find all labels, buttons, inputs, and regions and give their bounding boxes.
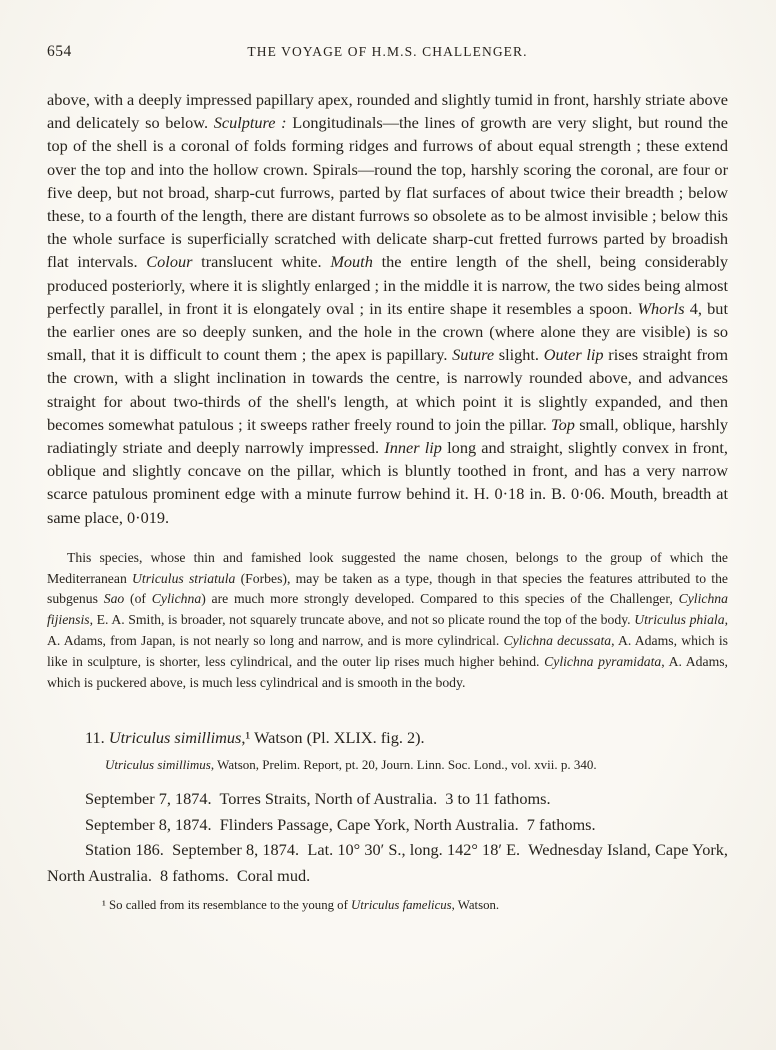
species-heading: 11. Utriculus simillimus,¹ Watson (Pl. XLIX. fig. 2). [85,728,425,748]
remarks-paragraph: This species, whose thin and famished look suggested the name chosen, belongs to the group of which the Mediterranean Utriculus striatula (Forbes), may be taken as a type, though in that species the features attributed to the subgenus Sao (of Cylichna) are much more strongly developed. Compared to this species of the Challenger, Cylichna fijiensis, E. A. Smith, is broader, not squarely truncate above, and not so plicate round the top of the body. Utriculus phiala, A. Adams, from Japan, is not nearly so long and narrow, and is more cylindrical. Cylichna decussata, A. Adams, which is like in sculpture, is shorter, less cylindrical, and the outer lip rises much higher behind. Cylichna pyramidata, A. Adams, which is puckered above, is much less cylindrical and is smooth in the body. [47,549,728,690]
station-records [47,786,733,888]
record-line: September 7, 1874. Torres Straits, North of Australia. 3 to 11 fathoms. [85,789,551,809]
record-line: September 8, 1874. Flinders Passage, Cape York, North Australia. 7 fathoms. [85,814,596,834]
species-description-paragraph: above, with a deeply impressed papillary apex, rounded and slightly tumid in front, harshly striate above and delicately so below. Sculpture : Longitudinals—the lines of growth are very slight, but round the top of the shell is a coronal of folds forming ridges and furrows of about equal strength ; these extend over the top and into the hollow crown. Spirals—round the top, harshly scoring the coronal, are four or five deep, but not broad, sharp-cut furrows, parted by flat surfaces of about twice their breadth ; below these, to a fourth of the length, there are distant furrows so obsolete as to be almost invisible ; below this the whole surface is superficially scratched with delicate sharp-cut fretted furrows parted by broadish flat intervals. Colour translucent white. Mouth the entire length of the shell, being considerably produced posteriorly, where it is slightly enlarged ; in the middle it is narrow, the two sides being almost perfectly parallel, in front it is elongately oval ; in its entire shape it resembles a spoon. Whorls 4, but the earlier ones are so deeply sunken, and the hole in the crown (where alone they are visible) is so small, that it is difficult to count them ; the apex is papillary. Suture slight. Outer lip rises straight from the crown, with a slight inclination in towards the centre, is narrowly rounded above, and advances straight for about two-thirds of the shell's length, at which point it is slightly expanded, and then becomes somewhat patulous ; it sweeps rather freely round to join the pillar. Top small, oblique, harshly radiatingly striate and deeply narrowly impressed. Inner lip long and straight, slightly convex in front, oblique and slightly concave on the pillar, which is bluntly toothed in front, and has a very narrow scarce patulous prominent edge with a minute furrow behind it. H. 0·18 in. B. 0·06. Mouth, breadth at same place, 0·019. [47,90,729,527]
page-header [47,42,728,64]
synonymy-citation: Utriculus simillimus, Watson, Prelim. Report, pt. 20, Journ. Linn. Soc. Lond., vol. xvii. p. 340. [105,757,597,773]
footnote: ¹ So called from its resemblance to the young of Utriculus famelicus, Watson. [102,898,500,913]
page-number: 654 [47,43,72,60]
record-line: Station 186. September 8, 1874. Lat. 10° 30′ S., long. 142° 18′ E. Wednesday Island, Cape York, North Australia. 8 fathoms. Coral mud. [47,840,733,885]
running-title: THE VOYAGE OF H.M.S. CHALLENGER. [247,44,528,59]
